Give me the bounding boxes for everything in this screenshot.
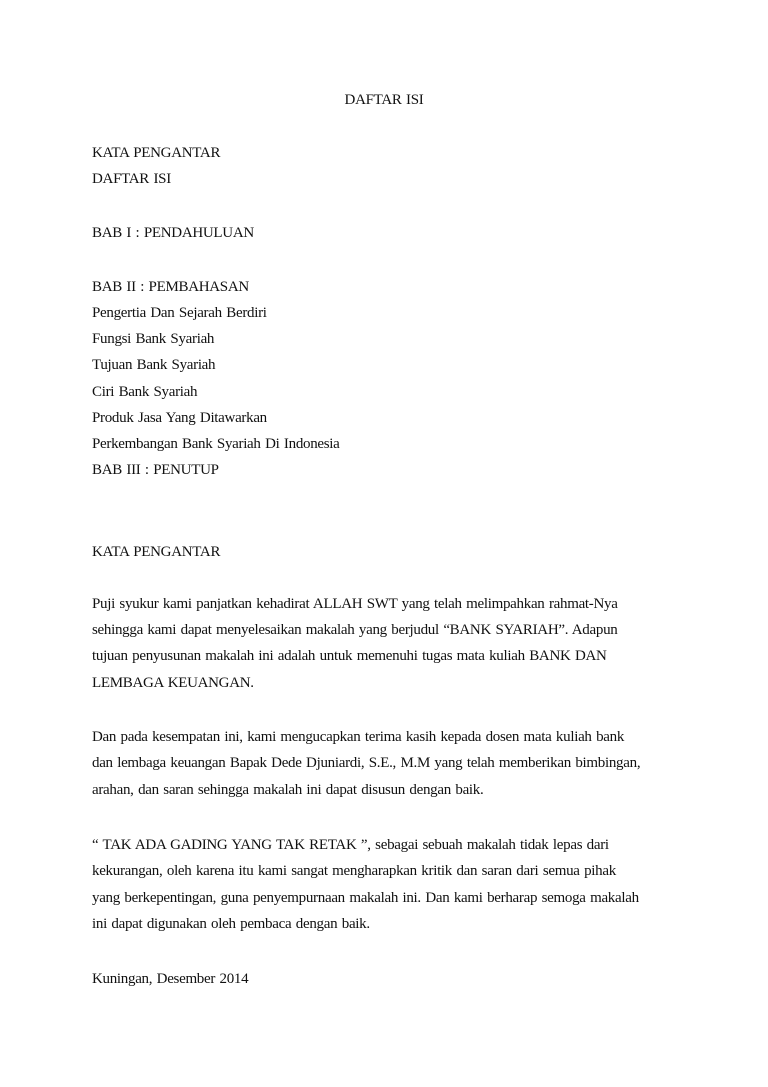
paragraph-line: arahan, dan saran sehingga makalah ini dapat disusun dengan baik. (92, 782, 484, 798)
toc-entry: Ciri Bank Syariah (92, 384, 198, 400)
paragraph-line: “ TAK ADA GADING YANG TAK RETAK ”, sebagai sebuah makalah tidak lepas dari (92, 837, 609, 853)
paragraph-line: Dan pada kesempatan ini, kami mengucapkan terima kasih kepada dosen mata kuliah bank (92, 729, 625, 745)
toc-entry-bab-3: BAB III : PENUTUP (92, 462, 219, 478)
toc-entry: Produk Jasa Yang Ditawarkan (92, 410, 267, 426)
toc-entry-kata-pengantar: KATA PENGANTAR (92, 145, 221, 161)
toc-entry-bab-2: BAB II : PEMBAHASAN (92, 279, 249, 295)
paragraph-line: ini dapat digunakan oleh pembaca dengan baik. (92, 916, 370, 932)
paragraph-line: Puji syukur kami panjatkan kehadirat ALLAH SWT yang telah melimpahkan rahmat-Nya (92, 596, 618, 612)
toc-entry: Pengertia Dan Sejarah Berdiri (92, 305, 267, 321)
toc-entry: Perkembangan Bank Syariah Di Indonesia (92, 436, 340, 452)
toc-entry: Fungsi Bank Syariah (92, 331, 215, 347)
paragraph-line: dan lembaga keuangan Bapak Dede Djuniardi, S.E., M.M yang telah memberikan bimbingan, (92, 755, 641, 771)
toc-title: DAFTAR ISI (344, 92, 424, 108)
paragraph-line: tujuan penyusunan makalah ini adalah untuk memenuhi tugas mata kuliah BANK DAN (92, 648, 607, 664)
paragraph-line: sehingga kami dapat menyelesaikan makalah yang berjudul “BANK SYARIAH”. Adapun (92, 622, 618, 638)
paragraph-line: yang berkepentingan, guna penyempurnaan makalah ini. Dan kami berharap semoga makalah (92, 890, 639, 906)
paragraph-line: LEMBAGA KEUANGAN. (92, 675, 254, 691)
toc-entry-daftar-isi: DAFTAR ISI (92, 171, 171, 187)
closing-place-date: Kuningan, Desember 2014 (92, 971, 249, 987)
toc-entry: Tujuan Bank Syariah (92, 357, 216, 373)
paragraph-line: kekurangan, oleh karena itu kami sangat mengharapkan kritik dan saran dari semua pihak (92, 863, 616, 879)
preface-heading: KATA PENGANTAR (92, 544, 221, 560)
toc-entry-bab-1: BAB I : PENDAHULUAN (92, 225, 254, 241)
